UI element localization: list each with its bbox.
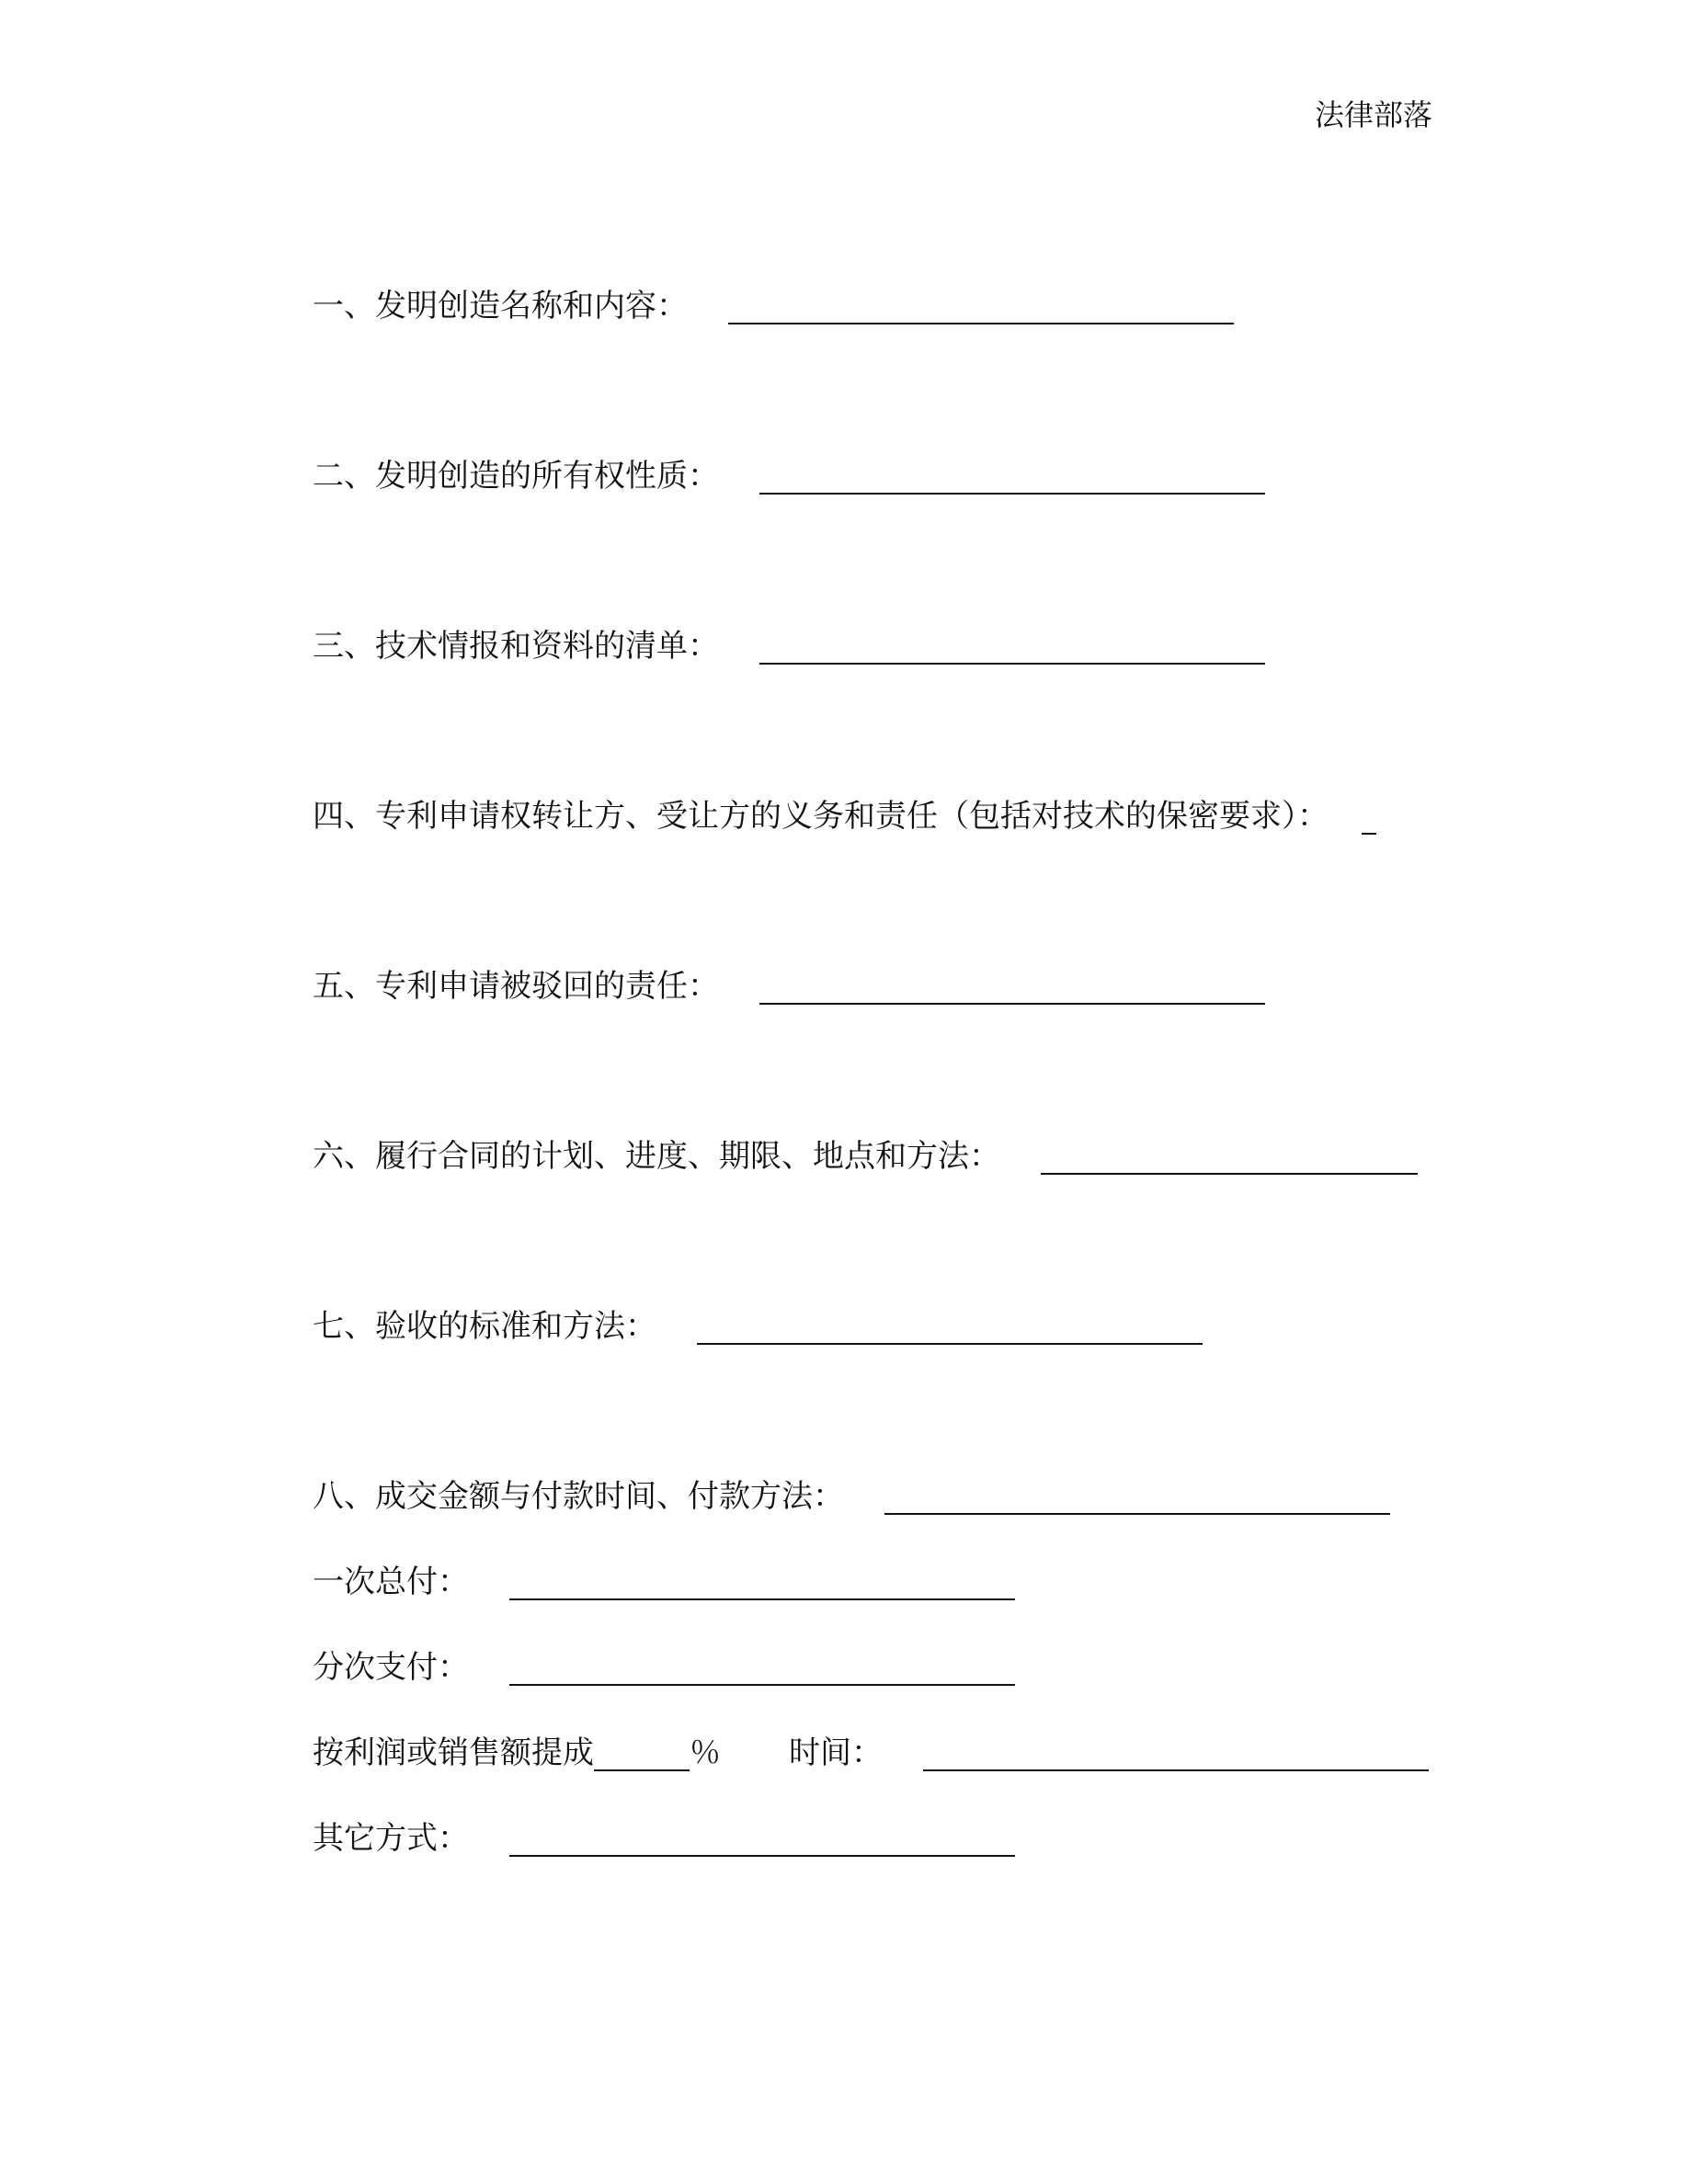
lump-sum-field[interactable] [509,1558,1015,1600]
item-label: 八、成交金额与付款时间、付款方法： [313,1478,844,1515]
payment-label: 其它方式： [313,1820,469,1857]
percent-sign: ％ [690,1735,721,1771]
other-method-field[interactable] [509,1814,1015,1857]
item-label: 三、技术情报和资料的清单： [313,628,719,665]
payment-installments [313,1642,1015,1688]
payment-other [313,1813,1015,1859]
item-performance-plan [313,1131,1418,1177]
payment-label: 一次总付： [313,1564,469,1600]
royalty-time-label: 时间： [789,1735,883,1771]
item-label: 二、发明创造的所有权性质： [313,458,719,495]
item-technical-list [313,620,1265,666]
item-label: 七、验收的标准和方法： [313,1308,656,1345]
item-invention-name [313,280,1234,326]
technical-list-field[interactable] [759,622,1265,665]
document-header: 法律部落 [1314,97,1432,132]
performance-plan-field[interactable] [1041,1132,1418,1175]
payment-label: 分次支付： [313,1649,469,1686]
payment-label: 按利润或销售额提成 [313,1735,594,1771]
item-label: 四、专利申请权转让方、受让方的义务和责任（包括对技术的保密要求）： [313,798,1329,835]
transaction-amount-field[interactable] [884,1473,1390,1515]
item-label: 一、发明创造名称和内容： [313,288,688,324]
item-label: 六、履行合同的计划、进度、期限、地点和方法： [313,1138,1000,1175]
royalty-time-field[interactable] [923,1729,1429,1771]
royalty-percent-field[interactable] [594,1729,690,1771]
item-obligations [313,791,1376,836]
acceptance-field[interactable] [697,1302,1203,1345]
payment-royalty [313,1727,1429,1773]
rejection-liability-field[interactable] [759,962,1265,1005]
obligations-field[interactable] [1362,792,1376,835]
item-label: 五、专利申请被驳回的责任： [313,968,719,1005]
item-transaction-amount [313,1471,1390,1517]
payment-lump-sum [313,1556,1015,1602]
ownership-field[interactable] [759,452,1265,495]
item-rejection-liability [313,961,1265,1007]
item-ownership [313,450,1265,496]
item-acceptance [313,1301,1203,1347]
invention-name-field[interactable] [728,282,1234,324]
installments-field[interactable] [509,1644,1015,1686]
